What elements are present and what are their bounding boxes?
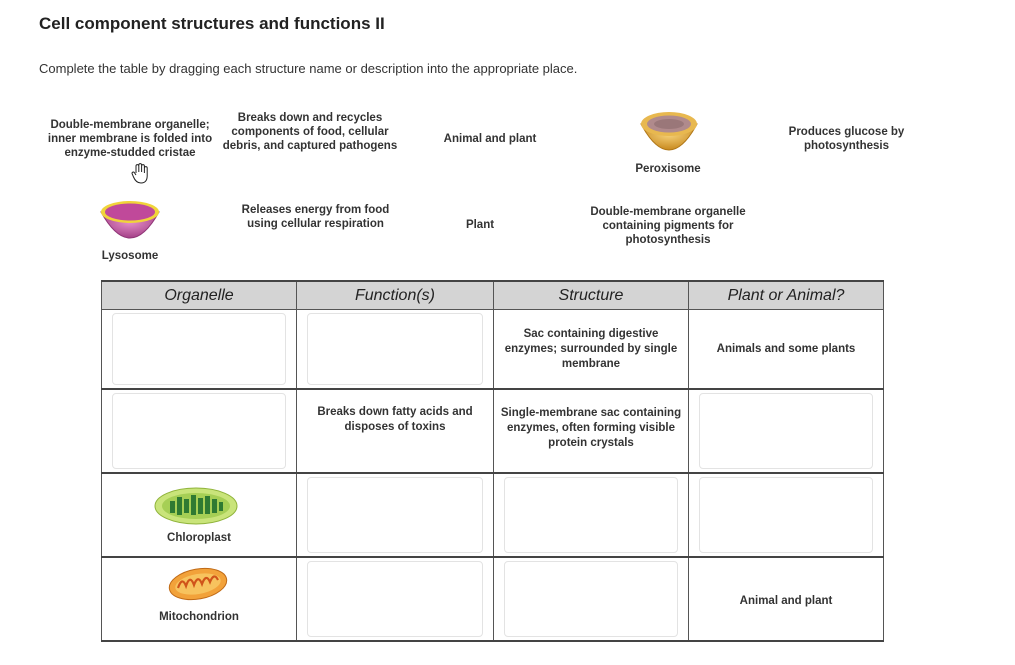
header-plant-or-animal: Plant or Animal? xyxy=(689,281,884,310)
header-functions: Function(s) xyxy=(297,281,494,310)
plant-animal-text: Animals and some plants xyxy=(716,342,856,355)
hand-cursor-icon xyxy=(130,163,150,190)
drop-zone[interactable] xyxy=(307,561,483,637)
header-organelle: Organelle xyxy=(102,281,297,310)
cell-function xyxy=(297,389,494,473)
lysosome-image[interactable] xyxy=(98,198,162,249)
table-row xyxy=(102,473,884,557)
drag-item-chloroplast-structure[interactable]: Double-membrane organelle containing pigments for photosynthesis xyxy=(590,206,746,246)
cell-organelle xyxy=(102,473,297,557)
drop-zone[interactable] xyxy=(112,393,286,469)
drop-zone[interactable] xyxy=(307,313,483,385)
drag-item-chloroplast[interactable]: Chloroplast xyxy=(167,532,231,544)
cell-function xyxy=(297,473,494,557)
drag-item-chloroplast-function[interactable]: Produces glucose by photosynthesis xyxy=(788,126,905,152)
drag-item-lysosome-function[interactable]: Breaks down and recycles components of food, cellular debris, and captured pathogens xyxy=(222,112,398,152)
drop-zone[interactable] xyxy=(504,561,678,637)
drag-item-plant[interactable]: Plant xyxy=(465,219,495,231)
header-structure: Structure xyxy=(494,281,689,310)
plant-animal-text: Animal and plant xyxy=(739,594,833,607)
instructions: Complete the table by dragging each structure name or description into the appropriate place. xyxy=(39,61,578,76)
chloroplast-image[interactable] xyxy=(154,486,238,531)
cell-organelle xyxy=(102,310,297,390)
organelle-table xyxy=(101,280,884,642)
drag-item-animal-and-plant[interactable]: Animal and plant xyxy=(443,133,537,145)
drag-item-lysosome[interactable]: Lysosome xyxy=(101,250,159,262)
drop-zone[interactable] xyxy=(112,313,286,385)
cell-structure xyxy=(494,389,689,473)
drop-zone[interactable] xyxy=(699,393,873,469)
table-row xyxy=(102,389,884,473)
table-row xyxy=(102,310,884,390)
table-row xyxy=(102,557,884,641)
mitochondrion-image[interactable] xyxy=(168,566,228,607)
cell-organelle xyxy=(102,389,297,473)
cell-structure xyxy=(494,557,689,641)
cell-plant-animal xyxy=(689,557,884,641)
page-title: Cell component structures and functions II xyxy=(39,14,385,33)
function-text: Breaks down fatty acids and disposes of toxins xyxy=(317,406,473,433)
cell-organelle xyxy=(102,557,297,641)
cell-plant-animal xyxy=(689,310,884,390)
cell-plant-animal xyxy=(689,389,884,473)
cell-structure xyxy=(494,310,689,390)
cell-function xyxy=(297,557,494,641)
drop-zone[interactable] xyxy=(307,477,483,553)
drop-zone[interactable] xyxy=(504,477,678,553)
drag-item-mitochondrion-function[interactable]: Releases energy from food using cellular respiration xyxy=(241,204,390,230)
drag-item-mitochondrion[interactable]: Mitochondrion xyxy=(159,611,239,623)
cell-function xyxy=(297,310,494,390)
structure-text: Sac containing digestive enzymes; surrounded by single membrane xyxy=(504,327,678,370)
drop-zone[interactable] xyxy=(699,477,873,553)
cell-plant-animal xyxy=(689,473,884,557)
drag-item-peroxisome[interactable]: Peroxisome xyxy=(635,163,701,175)
peroxisome-image[interactable] xyxy=(638,108,700,161)
drag-item-mitochondrion-structure[interactable]: Double-membrane organelle; inner membrane is folded into enzyme-studded cristae xyxy=(47,119,213,159)
cell-structure xyxy=(494,473,689,557)
structure-text: Single-membrane sac containing enzymes, often forming visible protein crystals xyxy=(500,406,682,449)
